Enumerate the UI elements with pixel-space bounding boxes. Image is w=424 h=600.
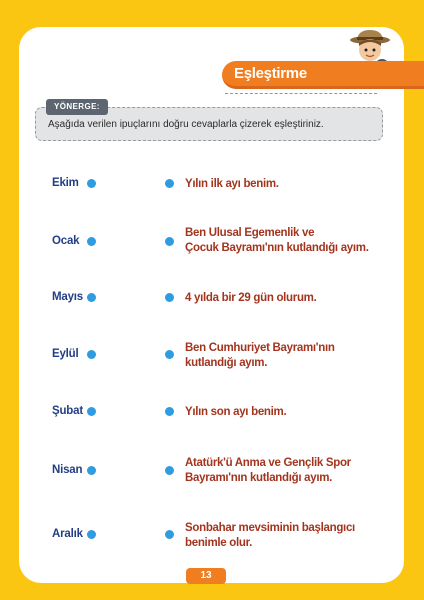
clue-match-dot[interactable]: [165, 350, 174, 359]
title-banner: [222, 61, 424, 89]
clue-text: Sonbahar mevsiminin başlangıcı benimle olur.: [185, 522, 355, 549]
month-match-dot[interactable]: [87, 350, 96, 359]
month-label: Şubat: [52, 405, 83, 417]
clue-match-dot[interactable]: [165, 179, 174, 188]
month-label: Aralık: [52, 528, 83, 540]
title-divider: [225, 93, 377, 94]
month-label: Ocak: [52, 235, 80, 247]
clue-text: Ben Ulusal Egemenlik ve Çocuk Bayramı'nın kutlandığı ayım.: [185, 227, 369, 254]
clue-text: Yılın ilk ayı benim.: [185, 178, 279, 190]
month-match-dot[interactable]: [87, 407, 96, 416]
month-match-dot[interactable]: [87, 293, 96, 302]
month-match-dot[interactable]: [87, 530, 96, 539]
month-label: Eylül: [52, 348, 79, 360]
month-match-dot[interactable]: [87, 466, 96, 475]
clue-match-dot[interactable]: [165, 237, 174, 246]
clue-text: Yılın son ayı benim.: [185, 406, 287, 418]
page-number: 13: [186, 568, 226, 584]
month-match-dot[interactable]: [87, 179, 96, 188]
page-title: Eşleştirme: [234, 65, 307, 82]
clue-text: Ben Cumhuriyet Bayramı'nın kutlandığı ayım.: [185, 342, 335, 369]
clue-match-dot[interactable]: [165, 293, 174, 302]
clue-text: Atatürk'ü Anma ve Gençlik Spor Bayramı'nın kutlandığı ayım.: [185, 457, 351, 484]
clue-text: 4 yılda bir 29 gün olurum.: [185, 292, 317, 304]
month-label: Nisan: [52, 464, 83, 476]
month-label: Mayıs: [52, 291, 83, 303]
instruction-text: Aşağıda verilen ipuçlarını doğru cevaplarla çizerek eşleştiriniz.: [48, 119, 324, 130]
instruction-tag: YÖNERGE:: [46, 99, 108, 115]
month-label: Ekim: [52, 177, 79, 189]
month-match-dot[interactable]: [87, 237, 96, 246]
clue-match-dot[interactable]: [165, 530, 174, 539]
clue-match-dot[interactable]: [165, 407, 174, 416]
clue-match-dot[interactable]: [165, 466, 174, 475]
